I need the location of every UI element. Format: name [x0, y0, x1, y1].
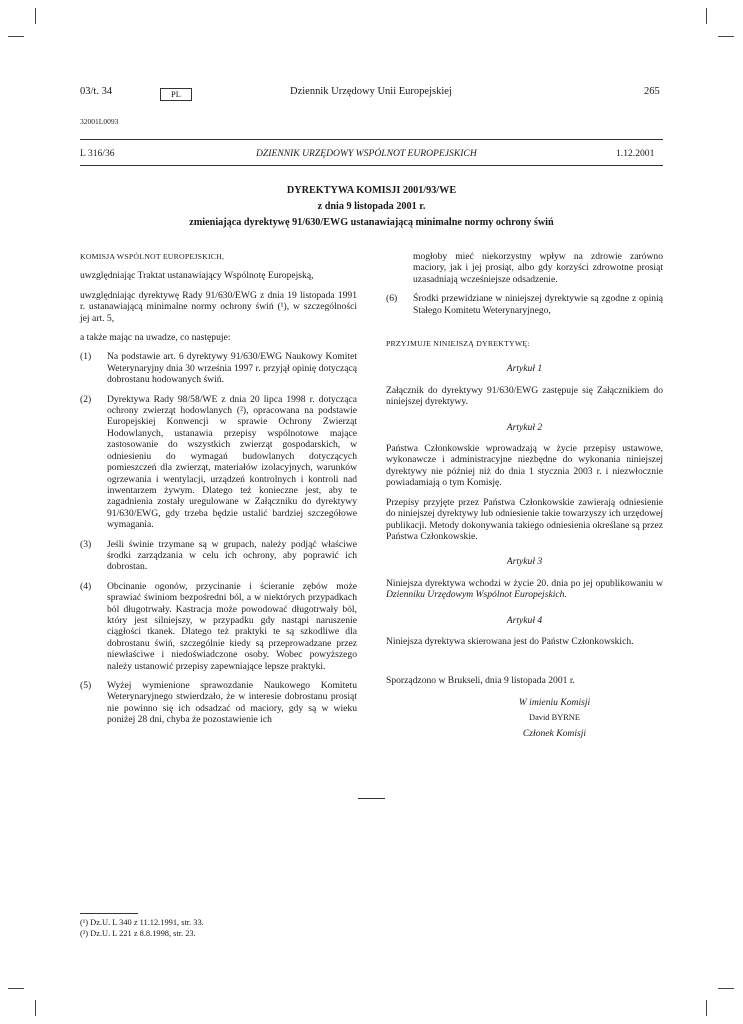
subheader-title: DZIENNIK URZĘDOWY WSPÓLNOT EUROPEJSKICH	[256, 148, 477, 159]
header-rule	[80, 139, 663, 140]
recital-item	[80, 394, 357, 531]
recital-text: Jeśli świnie trzymane są w grupach, należy podjąć właściwe środki zarządzania w celu ich ochrony, aby poprawić ich dobrostan.	[107, 538, 357, 573]
title-line-2: z dnia 9 listopada 2001 r.	[317, 201, 426, 212]
article-1-text: Załącznik do dyrektywy 91/630/EWG zastępuje się Załącznikiem do niniejszej dyrektywy.	[386, 384, 663, 408]
recital-text: Obcinanie ogonów, przycinanie i ścieranie zębów może sprawiać świniom bezpośredni ból, a w niektórych przypadkach ból długotrwały. Kastracja może powodować długotrwały ból, który jest silniejszy, w przypadku gdy nastąpi naruszenie ciągłości tkanek. Dlatego też praktyki te są szkodliwe dla dobrostanu świń, szczególnie kiedy są przeprowadzane przez niewłaściwe i niedoświadczone osoby. Wobec powyższego należy ustanowić przepisy zapewniające lepsze praktyki.	[107, 580, 357, 672]
subheader-rule	[80, 165, 663, 166]
recital-number: (6)	[386, 293, 398, 305]
article-3-text: Niniejsza dyrektywa wchodzi w życie 20. dnia po jej opublikowaniu w Dzienniku Urzędowym Wspólnot Europejskich.	[386, 577, 663, 601]
recital-text: Wyżej wymienione sprawozdanie Naukowego Komitetu Weterynaryjnego stwierdzało, że w interesie dobrostanu prosiąt nie powinno się ich odsadzać od maciory, gdy są w wieku poniżej 28 dni, chyba że pozostawienie ich	[107, 680, 357, 726]
crop-mark	[718, 36, 734, 37]
crop-mark	[35, 8, 36, 24]
crop-mark	[718, 988, 734, 989]
crop-mark	[8, 36, 24, 37]
subheader-date: 1.12.2001	[616, 148, 655, 159]
recital-text: Środki przewidziane w niniejszej dyrektywie są zgodne z opinią Stałego Komitetu Weterynaryjnego,	[413, 293, 663, 316]
signature-behalf: W imieniu Komisji	[518, 696, 591, 708]
recital-item	[386, 293, 663, 316]
language-badge: PL	[160, 88, 192, 101]
title-line-3: zmieniająca dyrektywę 91/630/EWG ustanawiającą minimalne normy ochrony świń	[189, 217, 554, 228]
article-1-title: Artykuł 1	[506, 363, 543, 375]
footnote-rule	[80, 913, 138, 914]
recital-number: (5)	[80, 680, 92, 691]
preamble-directive: uwzględniając dyrektywę Rady 91/630/EWG z dnia 19 listopada 1991 r. ustanawiającą minimalne normy ochrony świń (¹), w szczególności jej art. 5,	[80, 289, 357, 324]
recital-text: Dyrektywa Rady 98/58/WE z dnia 20 lipca 1998 r. dotycząca ochrony zwierząt hodowlanych (²), opracowana na podstawie Europejskiej Konwencji w sprawie Ochrony Zwierząt Hodowlanych, ustanawia przepisy wspólnotowe mające zastosowanie do wszystkich zwierząt gospodarskich, w odniesieniu do wymagań budowlanych dotyczących pomieszczeń dla zwierząt, materiałów izolacyjnych, warunków ogrzewania i wentylacji, urządzeń kontrolnych i kontroli nad inwentarzem żywym. Dlatego też konieczne jest, aby te zagadnienia zostały uregulowane w Załączniku do dyrektywy 91/630/EWG, gdy trzeba będzie ustalić bardziej szczegółowe wymagania.	[107, 393, 357, 531]
crop-mark	[706, 8, 707, 24]
title-line-1: DYREKTYWA KOMISJI 2001/93/WE	[286, 185, 457, 196]
crop-mark	[706, 1000, 707, 1016]
recital-text: mogłoby mieć niekorzystny wpływ na zdrowie zarówno maciory, jak i jej prosiąt, albo gdy korzyści zdrowotne prosiąt uzasadniają wcześniejsze odsadzenie.	[413, 251, 663, 285]
left-column	[80, 251, 357, 734]
recital-item	[80, 539, 357, 573]
header-title: Dziennik Urzędowy Unii Europejskiej	[290, 86, 452, 97]
article-3-title: Artykuł 3	[506, 556, 543, 568]
signatory-name: David BYRNE	[529, 713, 580, 723]
recital-number: (3)	[80, 538, 92, 550]
article-2-title: Artykuł 2	[506, 421, 543, 433]
end-rule	[358, 798, 385, 799]
recital-item	[80, 680, 357, 726]
right-column	[386, 251, 663, 739]
header-left: 03/t. 34	[80, 86, 113, 97]
preamble-whereas: a także mając na uwadze, co następuje:	[80, 332, 231, 344]
recital-number: (1)	[80, 351, 92, 363]
preamble-commission: KOMISJA WSPÓLNOT EUROPEJSKICH,	[80, 252, 225, 261]
crop-mark	[8, 988, 24, 989]
journal-name: Dzienniku Urzędowym Wspólnot Europejskich	[386, 589, 565, 601]
document-title	[80, 183, 663, 231]
footnote-2: (²) Dz.U. L 221 z 8.8.1998, str. 23.	[80, 929, 196, 938]
page-number: 265	[644, 86, 660, 97]
document-code: 32001L0093	[80, 117, 119, 126]
article-2-paragraph-1: Państwa Członkowskie wprowadzają w życie przepisy ustawowe, wykonawcze i administracyjne niezbędne do wykonania niniejszej dyrektywy nie później niż do dnia 1 stycznia 2003 r. i niezwłocznie powiadamiają o tym Komisję.	[386, 443, 663, 489]
subheader-left: L 316/36	[80, 148, 115, 159]
recital-continuation	[386, 251, 663, 285]
preamble-treaty: uwzględniając Traktat ustanawiający Wspólnotę Europejską,	[80, 270, 314, 282]
recital-text: Na podstawie art. 6 dyrektywy 91/630/EWG Naukowy Komitet Weterynaryjny dnia 30 września 1997 r. przyjął opinię dotyczącą dobrostanu hodowanych świń.	[107, 351, 357, 386]
article-4-title: Artykuł 4	[506, 614, 543, 626]
article-4-text: Niniejsza dyrektywa skierowana jest do Państw Członkowskich.	[386, 635, 634, 647]
signatory-role: Członek Komisji	[522, 727, 587, 739]
article-2-paragraph-2: Przepisy przyjęte przez Państwa Członkowskie zawierają odniesienie do niniejszej dyrektywy lub odniesienie takie towarzyszy ich urzędowej publikacji. Metody dokonywania takiego odniesienia określane są przez Państwa Członkowskie.	[386, 496, 663, 542]
crop-mark	[35, 1000, 36, 1016]
recital-item	[80, 351, 357, 385]
recital-number: (4)	[80, 580, 92, 592]
done-at: Sporządzono w Brukseli, dnia 9 listopada 2001 r.	[386, 675, 575, 687]
signature-block	[386, 697, 663, 739]
recital-number: (2)	[80, 393, 92, 405]
footnote-1: (¹) Dz.U. L 340 z 11.12.1991, str. 33.	[80, 918, 204, 927]
recital-item	[80, 581, 357, 672]
adoption-clause: PRZYJMUJE NINIEJSZĄ DYREKTYWĘ:	[386, 339, 530, 349]
